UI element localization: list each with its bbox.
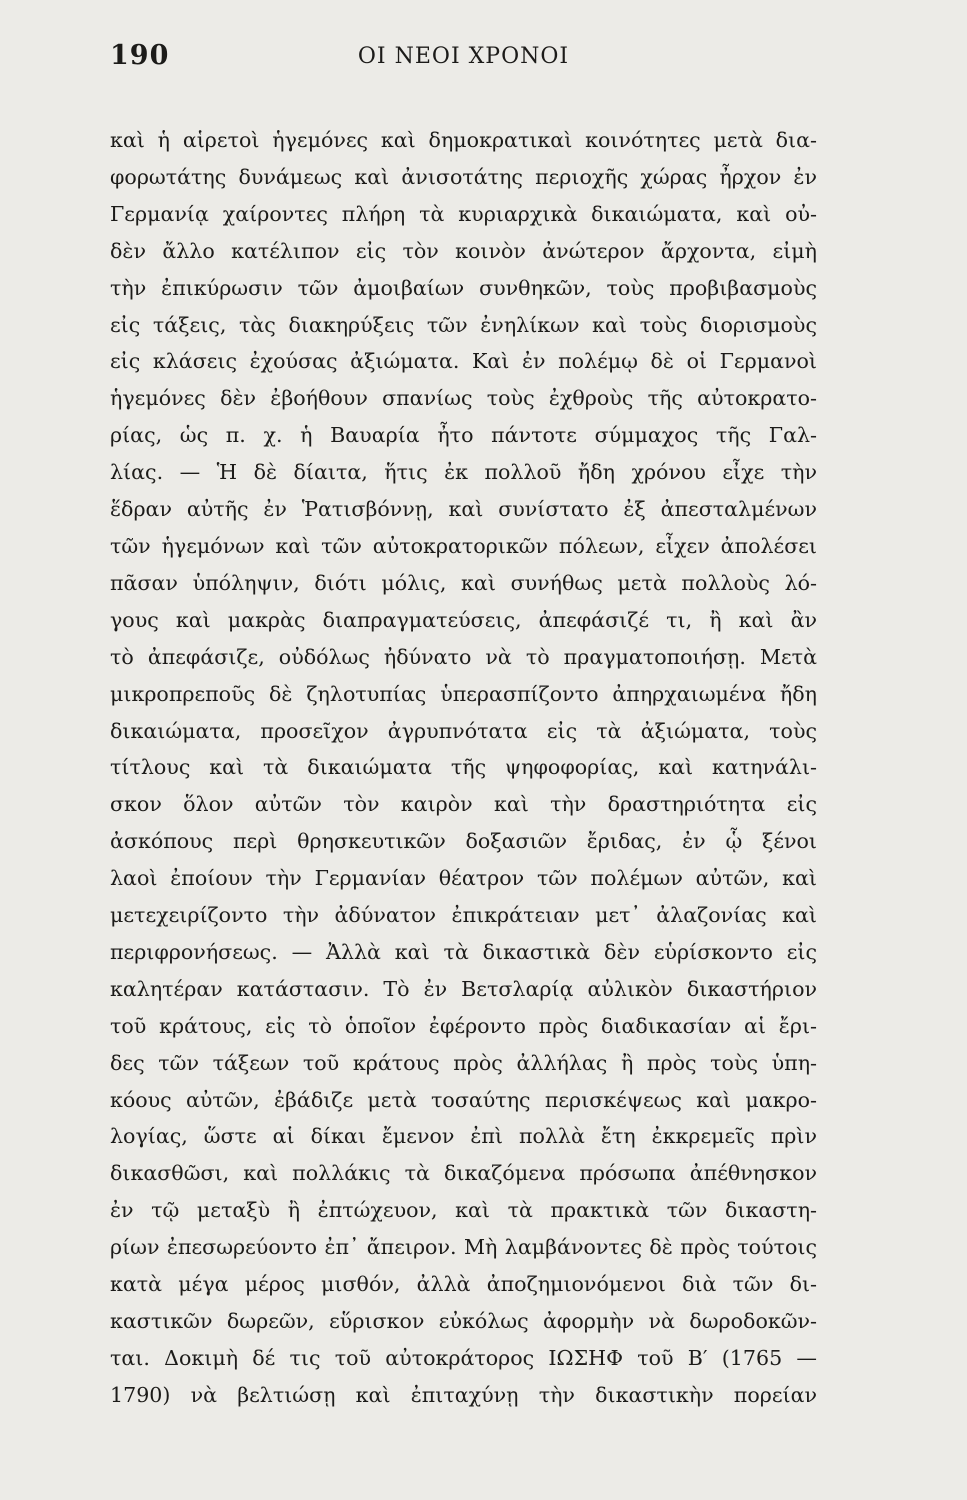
- text-line: τίτλους καὶ τὰ δικαιώματα τῆς ψηφοφορίας, καὶ κατηνάλι-: [110, 755, 817, 780]
- text-line: λογίας, ὥστε αἱ δίκαι ἔμενον ἐπὶ πολλὰ ἔτη ἐκκρεμεῖς πρὶν: [110, 1124, 817, 1149]
- text-line: καλητέραν κατάστασιν. Τὸ ἐν Βετσλαρίᾳ αὐλικὸν δικαστήριον: [110, 976, 817, 1001]
- text-line: λίας. — Ἡ δὲ δίαιτα, ἥτις ἐκ πολλοῦ ἤδη χρόνου εἶχε τὴν: [110, 460, 817, 485]
- text-line: τὸ ἀπεφάσιζε, οὐδόλως ἠδύνατο νὰ τὸ πραγματοποιήσῃ. Μετὰ: [110, 644, 817, 669]
- text-line: ρίας, ὡς π. χ. ἡ Βαυαρία ἦτο πάντοτε σύμμαχος τῆς Γαλ-: [110, 423, 817, 448]
- text-line: καστικῶν δωρεῶν, εὕρισκον εὐκόλως ἀφορμὴν νὰ δωροδοκῶν-: [110, 1309, 817, 1333]
- text-line: ρίων ἐπεσωρεύοντο ἐπ᾽ ἄπειρον. Μὴ λαμβάνοντες δὲ πρὸς τούτοις: [110, 1235, 817, 1260]
- text-line: 1790) νὰ βελτιώσῃ καὶ ἐπιταχύνῃ τὴν δικαστικὴν πορείαν: [110, 1382, 817, 1407]
- text-line: εἰς κλάσεις ἐχούσας ἀξιώματα. Καὶ ἐν πολέμῳ δὲ οἱ Γερμανοὶ: [110, 349, 817, 374]
- text-line: φορωτάτης δυνάμεως καὶ ἀνισοτάτης περιοχῆς χώρας ἦρχον ἐν: [110, 164, 817, 189]
- text-line: δὲν ἄλλο κατέλιπον εἰς τὸν κοινὸν ἀνώτερον ἄρχοντα, εἰμὴ: [110, 238, 817, 263]
- text-line: Γερμανίᾳ χαίροντες πλήρη τὰ κυριαρχικὰ δικαιώματα, καὶ οὐ-: [110, 201, 817, 226]
- text-line: ἀσκόπους περὶ θρησκευτικῶν δοξασιῶν ἔριδας, ἐν ᾧ ξένοι: [110, 829, 817, 854]
- text-line: λαοὶ ἐποίουν τὴν Γερμανίαν θέατρον τῶν πολέμων αὐτῶν, καὶ: [110, 866, 817, 891]
- text-line: τὴν ἐπικύρωσιν τῶν ἀμοιβαίων συνθηκῶν, τοὺς προβιβασμοὺς: [110, 275, 817, 300]
- page-number: 190: [110, 40, 170, 71]
- text-line: γους καὶ μακρὰς διαπραγματεύσεις, ἀπεφάσιζέ τι, ἢ καὶ ἂν: [110, 607, 817, 632]
- running-title: ΟΙ ΝΕΟΙ ΧΡΟΝΟΙ: [357, 44, 570, 69]
- text-line: ἕδραν αὐτῆς ἐν Ῥατισβόννῃ, καὶ συνίστατο ἐξ ἀπεσταλμένων: [110, 497, 817, 522]
- text-line: δικασθῶσι, καὶ πολλάκις τὰ δικαζόμενα πρόσωπα ἀπέθνησκον: [110, 1161, 817, 1186]
- text-line: δικαιώματα, προσεῖχον ἀγρυπνότατα εἰς τὰ ἀξιώματα, τοὺς: [110, 718, 817, 743]
- text-line: πᾶσαν ὑπόληψιν, διότι μόλις, καὶ συνήθως μετὰ πολλοὺς λό-: [110, 570, 817, 595]
- text-line: μικροπρεποῦς δὲ ζηλοτυπίας ὑπερασπίζοντο ἀπηρχαιωμένα ἤδη: [110, 681, 817, 706]
- text-line: τῶν ἡγεμόνων καὶ τῶν αὐτοκρατορικῶν πόλεων, εἶχεν ἀπολέσει: [110, 533, 817, 558]
- body-text: [110, 122, 817, 1414]
- text-line: τοῦ κράτους, εἰς τὸ ὁποῖον ἐφέροντο πρὸς διαδικασίαν αἱ ἔρι-: [110, 1013, 817, 1038]
- text-line: ἐν τῷ μεταξὺ ἢ ἐπτώχευον, καὶ τὰ πρακτικὰ τῶν δικαστη-: [110, 1198, 817, 1223]
- page-header: [110, 40, 817, 80]
- text-line: κατὰ μέγα μέρος μισθόν, ἀλλὰ ἀποζημιονόμενοι διὰ τῶν δι-: [110, 1272, 817, 1297]
- text-line: εἰς τάξεις, τὰς διακηρύξεις τῶν ἐνηλίκων καὶ τοὺς διορισμοὺς: [110, 312, 817, 337]
- text-line: σκον ὅλον αὐτῶν τὸν καιρὸν καὶ τὴν δραστηριότητα εἰς: [110, 792, 817, 817]
- text-line: περιφρονήσεως. — Ἀλλὰ καὶ τὰ δικαστικὰ δὲν εὑρίσκοντο εἰς: [110, 939, 817, 964]
- text-line: ἡγεμόνες δὲν ἐβοήθουν σπανίως τοὺς ἐχθροὺς τῆς αὐτοκρατο-: [110, 386, 817, 411]
- text-line: μετεχειρίζοντο τὴν ἀδύνατον ἐπικράτειαν μετ᾽ ἀλαζονίας καὶ: [110, 903, 817, 928]
- text-line: δες τῶν τάξεων τοῦ κράτους πρὸς ἀλλήλας ἢ πρὸς τοὺς ὑπη-: [110, 1050, 817, 1075]
- text-line: κόους αὐτῶν, ἐβάδιζε μετὰ τοσαύτης περισκέψεως καὶ μακρο-: [110, 1087, 817, 1112]
- text-line: καὶ ἡ αἱρετοὶ ἡγεμόνες καὶ δημοκρατικαὶ κοινότητες μετὰ δια-: [110, 128, 817, 152]
- text-line: ται. Δοκιμὴ δέ τις τοῦ αὐτοκράτορος ΙΩΣΗΦ τοῦ Β′ (1765 —: [110, 1345, 817, 1370]
